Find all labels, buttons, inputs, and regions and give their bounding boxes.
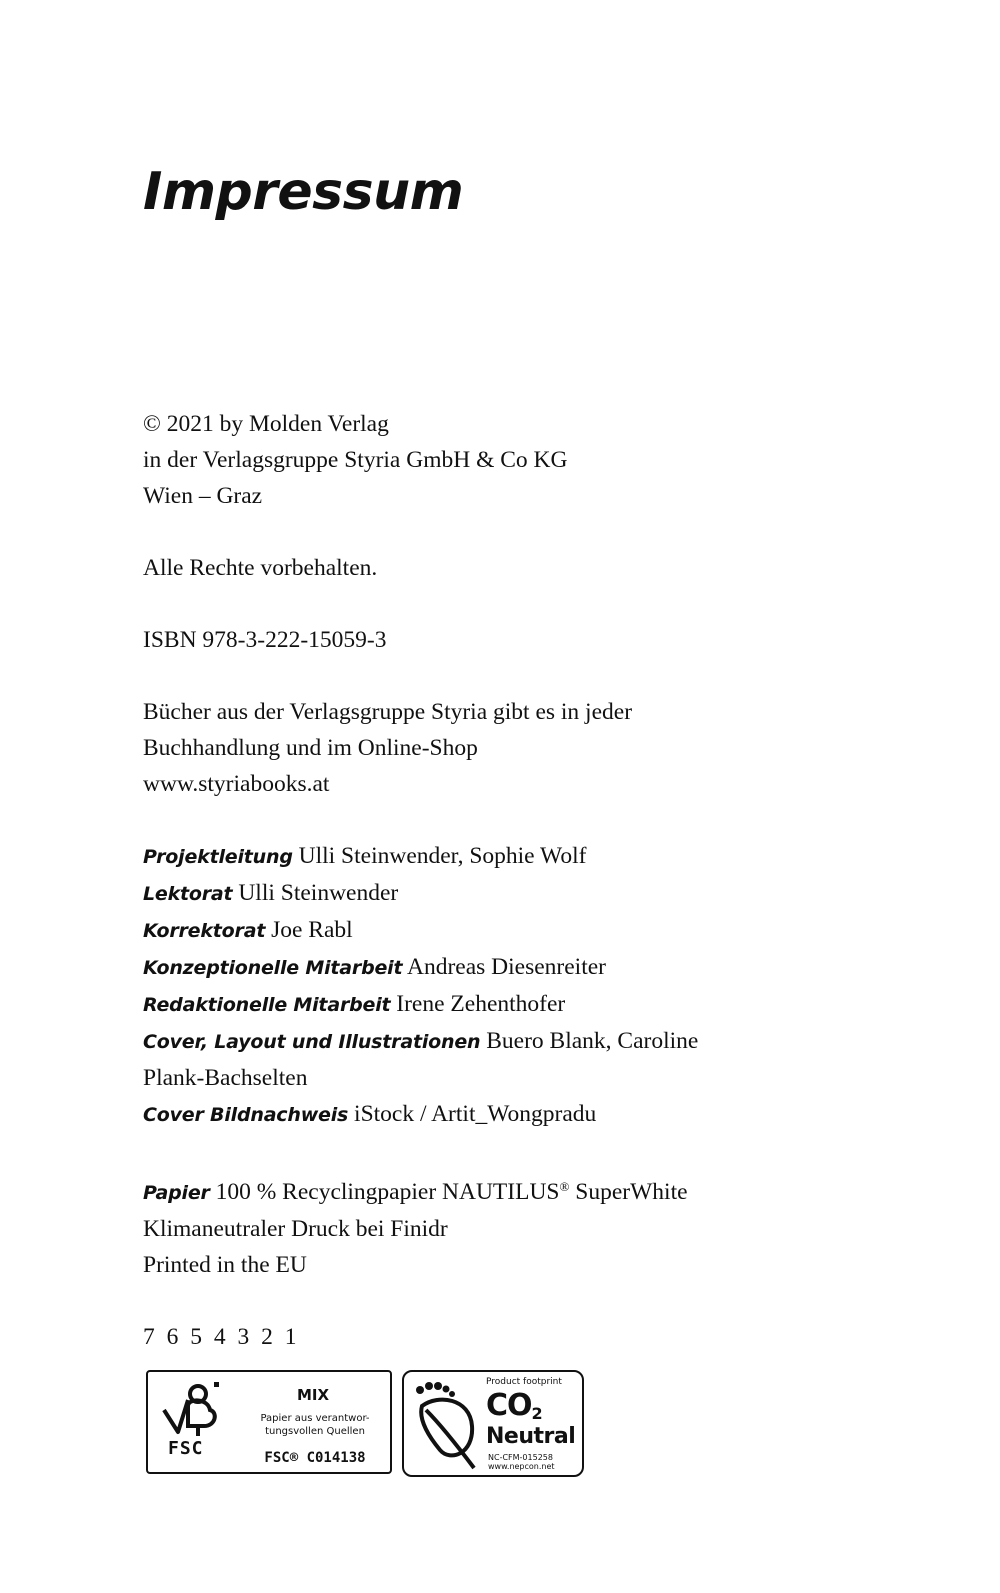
footprint-leaf-icon (412, 1380, 482, 1474)
credit-label: Redaktionelle Mitarbeit (143, 994, 391, 1016)
printing-line: Klimaneutraler Druck bei Finidr (143, 1216, 448, 1242)
isbn-block (143, 622, 863, 658)
bookshop-line-1: Bücher aus der Verlagsgruppe Styria gibt es in jeder (143, 699, 633, 725)
print-run-line: 7 6 5 4 3 2 1 (143, 1324, 300, 1350)
fsc-mix-label: MIX (296, 1386, 330, 1404)
fsc-mark: FSC (168, 1438, 204, 1459)
credit-label: Lektorat (143, 883, 233, 905)
fsc-text-line-1: Papier aus verantwor- (260, 1413, 370, 1424)
credit-value: Buero Blank, Caroline (486, 1028, 699, 1054)
credit-value: Andreas Diesenreiter (406, 954, 606, 980)
co2-subscript: 2 (531, 1404, 542, 1423)
co2-co: CO (486, 1388, 532, 1423)
credit-project-lead (143, 838, 863, 875)
bookshop-url[interactable]: www.styriabooks.at (143, 771, 330, 797)
bookshop-line-2: Buchhandlung und im Online-Shop (143, 735, 478, 761)
co2-neutral-logo (402, 1370, 584, 1477)
registered-mark: ® (559, 1179, 570, 1194)
credit-label: Projektleitung (143, 846, 293, 868)
print-run-block (143, 1319, 863, 1355)
credit-cover-layout-continued: Plank-Bachselten (143, 1065, 308, 1091)
product-footprint-label: Product footprint (486, 1377, 562, 1387)
rights-line: Alle Rechte vorbehalten. (143, 555, 378, 581)
credit-cover-layout (143, 1023, 863, 1060)
credit-value: Ulli Steinwender (238, 880, 399, 906)
page-title: Impressum (143, 162, 464, 222)
publisher-location-line: Wien – Graz (143, 483, 263, 509)
fsc-logo (146, 1370, 392, 1474)
rights-block (143, 550, 863, 586)
paper-block (143, 1169, 863, 1283)
fsc-text (240, 1412, 390, 1438)
credit-label: Konzeptionelle Mitarbeit (143, 957, 403, 979)
credit-label: Cover, Layout und Illustrationen (143, 1031, 481, 1053)
credit-proofreading (143, 912, 863, 949)
paper-line (143, 1169, 863, 1211)
fsc-text-line-2: tungsvollen Quellen (265, 1426, 365, 1437)
imprint-body (143, 406, 863, 1391)
copyright-line: © 2021 by Molden Verlag (143, 411, 389, 437)
co2-cert-code: NC-CFM-015258 (488, 1453, 553, 1462)
paper-label: Papier (143, 1182, 210, 1204)
credits-block (143, 838, 863, 1133)
credit-value: Joe Rabl (271, 917, 353, 943)
printed-in-line: Printed in the EU (143, 1252, 307, 1278)
credit-value: Irene Zehenthofer (396, 991, 566, 1017)
isbn-line: ISBN 978-3-222-15059-3 (143, 627, 387, 653)
credit-conceptual (143, 949, 863, 986)
co2-cert-info (488, 1453, 555, 1471)
fsc-license-code: FSC® C014138 (264, 1450, 366, 1466)
co2-cert-url: www.nepcon.net (488, 1462, 555, 1471)
credit-editing (143, 875, 863, 912)
paper-value-end: SuperWhite (575, 1179, 688, 1205)
neutral-label: Neutral (486, 1424, 576, 1449)
publisher-block (143, 406, 863, 514)
credit-label: Korrektorat (143, 920, 266, 942)
publisher-group-line: in der Verlagsgruppe Styria GmbH & Co KG (143, 447, 568, 473)
credit-label: Cover Bildnachweis (143, 1104, 349, 1126)
credit-value: iStock / Artit_Wongpradu (354, 1101, 597, 1127)
paper-value: 100 % Recyclingpapier NAUTILUS (215, 1179, 560, 1205)
credit-editorial (143, 986, 863, 1023)
credit-value: Ulli Steinwender, Sophie Wolf (298, 843, 587, 869)
credit-cover-image (143, 1096, 863, 1133)
bookshop-block (143, 694, 863, 802)
